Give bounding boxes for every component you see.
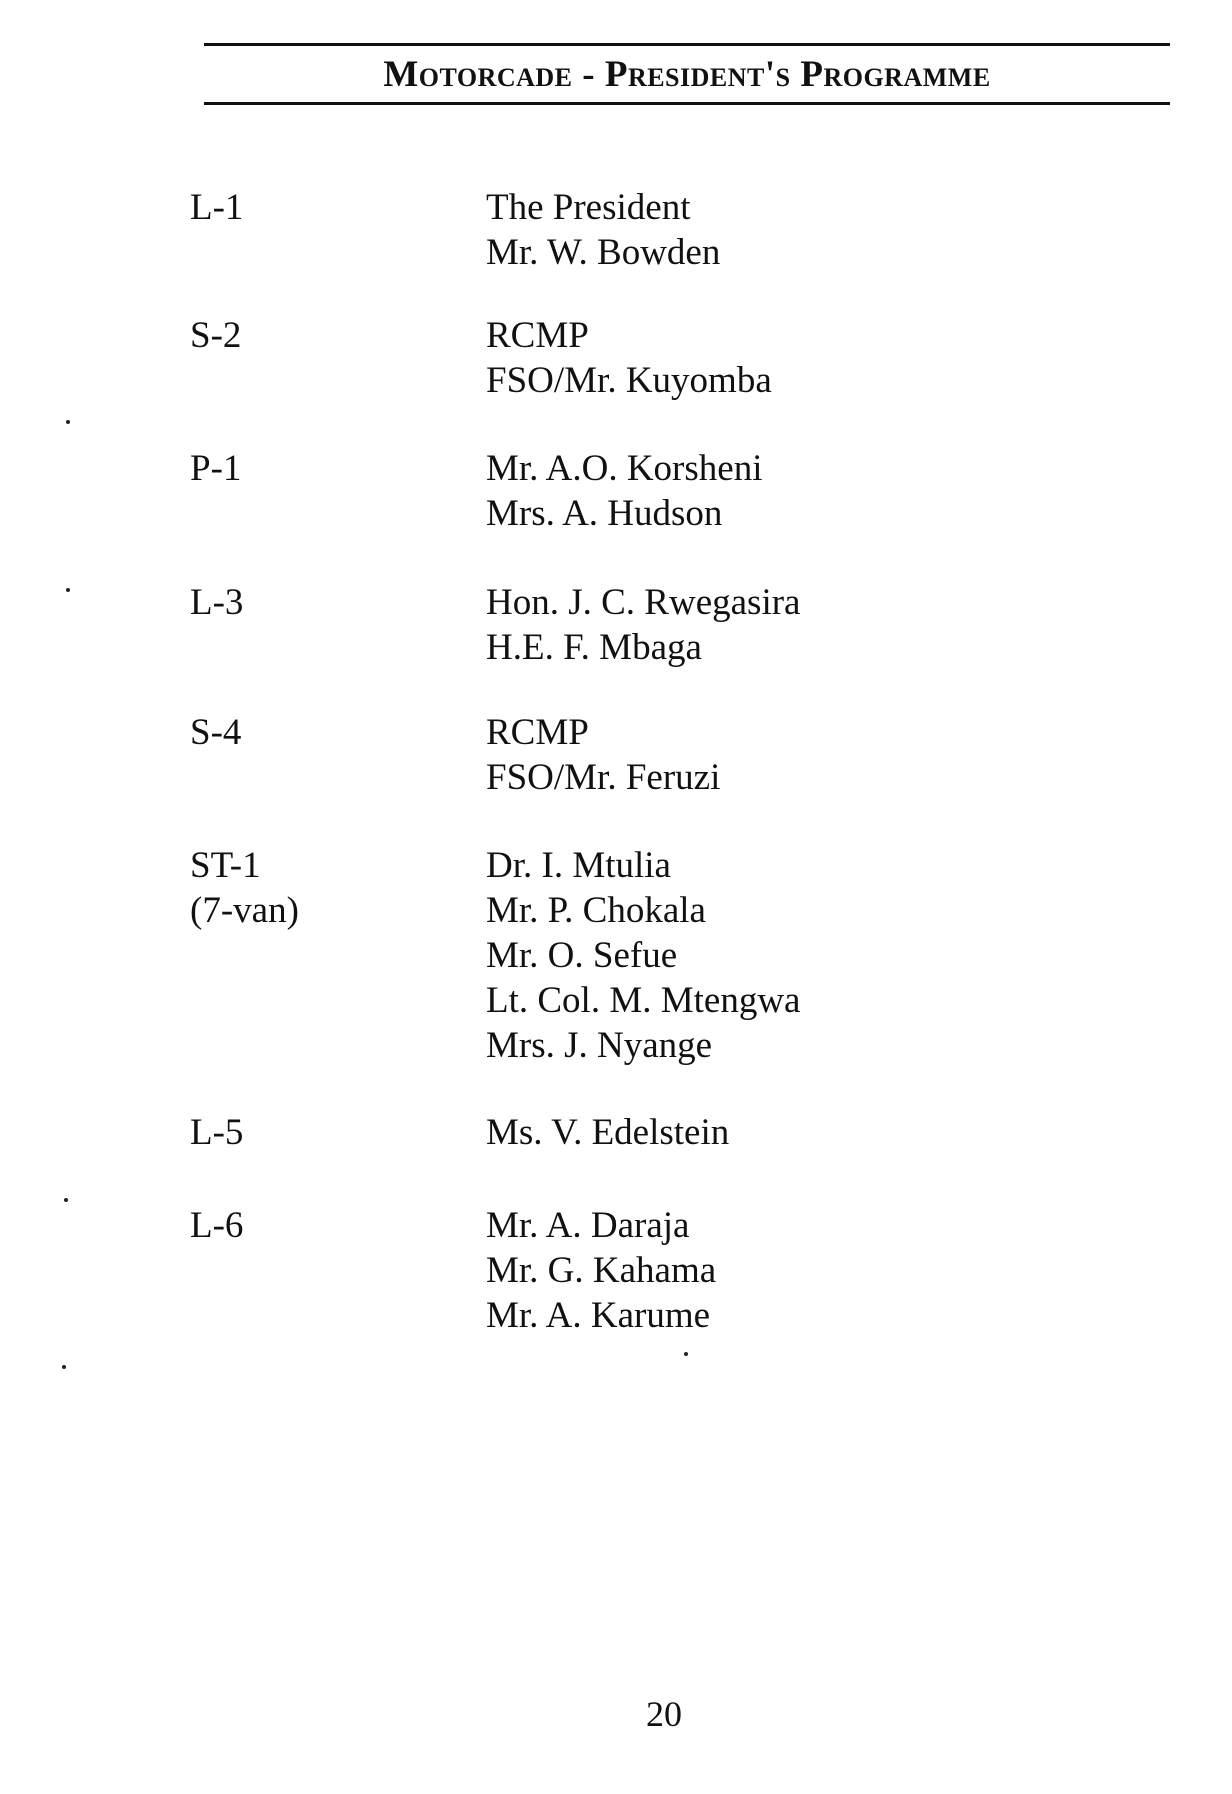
vehicle-type-note: (7-van) — [190, 890, 299, 931]
passenger-list — [486, 446, 762, 536]
vehicle-code-line: P-1 — [190, 448, 242, 489]
vehicle-code — [190, 1110, 243, 1155]
passenger-name: RCMP — [486, 712, 589, 753]
passenger-list — [486, 580, 800, 670]
scan-speck — [66, 420, 70, 424]
scan-speck — [684, 1352, 688, 1356]
passenger-name: Ms. V. Edelstein — [486, 1112, 730, 1153]
passenger-name: FSO/Mr. Feruzi — [486, 757, 721, 798]
passenger-name: Mr. A.O. Korsheni — [486, 448, 763, 489]
vehicle-code — [190, 710, 241, 755]
passenger-list — [486, 710, 720, 800]
passenger-list — [486, 185, 720, 275]
passenger-name: Mr. P. Chokala — [486, 890, 706, 931]
passenger-list — [486, 1203, 716, 1338]
passenger-name: Mr. A. Karume — [486, 1295, 711, 1336]
vehicle-code-line: ST-1 — [190, 845, 261, 886]
passenger-name: Lt. Col. M. Mtengwa — [486, 980, 801, 1021]
vehicle-code-line: S-2 — [190, 315, 242, 356]
passenger-name: Mr. W. Bowden — [486, 232, 721, 273]
page-title: Motorcade - President's Programme — [383, 53, 991, 95]
passenger-name: Mrs. J. Nyange — [486, 1025, 713, 1066]
passenger-name: Mr. O. Sefue — [486, 935, 678, 976]
vehicle-code — [190, 1203, 243, 1248]
passenger-name: Mrs. A. Hudson — [486, 493, 723, 534]
passenger-name: Dr. I. Mtulia — [486, 845, 671, 886]
passenger-name: FSO/Mr. Kuyomba — [486, 360, 772, 401]
vehicle-code — [190, 185, 243, 230]
vehicle-code — [190, 843, 299, 933]
vehicle-code-line: L-6 — [190, 1205, 244, 1246]
passenger-name: H.E. F. Mbaga — [486, 627, 702, 668]
passenger-name: Hon. J. C. Rwegasira — [486, 582, 801, 623]
passenger-name: Mr. G. Kahama — [486, 1250, 717, 1291]
scan-speck — [64, 1198, 68, 1202]
vehicle-code-line: S-4 — [190, 712, 242, 753]
vehicle-code-line: L-5 — [190, 1112, 244, 1153]
scan-speck — [62, 1365, 66, 1369]
vehicle-code-line: L-3 — [190, 582, 244, 623]
passenger-list — [486, 313, 772, 403]
vehicle-code-line: L-1 — [190, 187, 244, 228]
passenger-list — [486, 843, 800, 1068]
passenger-list — [486, 1110, 729, 1155]
vehicle-code — [190, 446, 241, 491]
passenger-name: Mr. A. Daraja — [486, 1205, 690, 1246]
scan-speck — [66, 588, 70, 592]
passenger-name: The President — [486, 187, 691, 228]
vehicle-code — [190, 313, 241, 358]
page-number: 20 — [646, 1694, 682, 1734]
passenger-name: RCMP — [486, 315, 589, 356]
vehicle-code — [190, 580, 243, 625]
